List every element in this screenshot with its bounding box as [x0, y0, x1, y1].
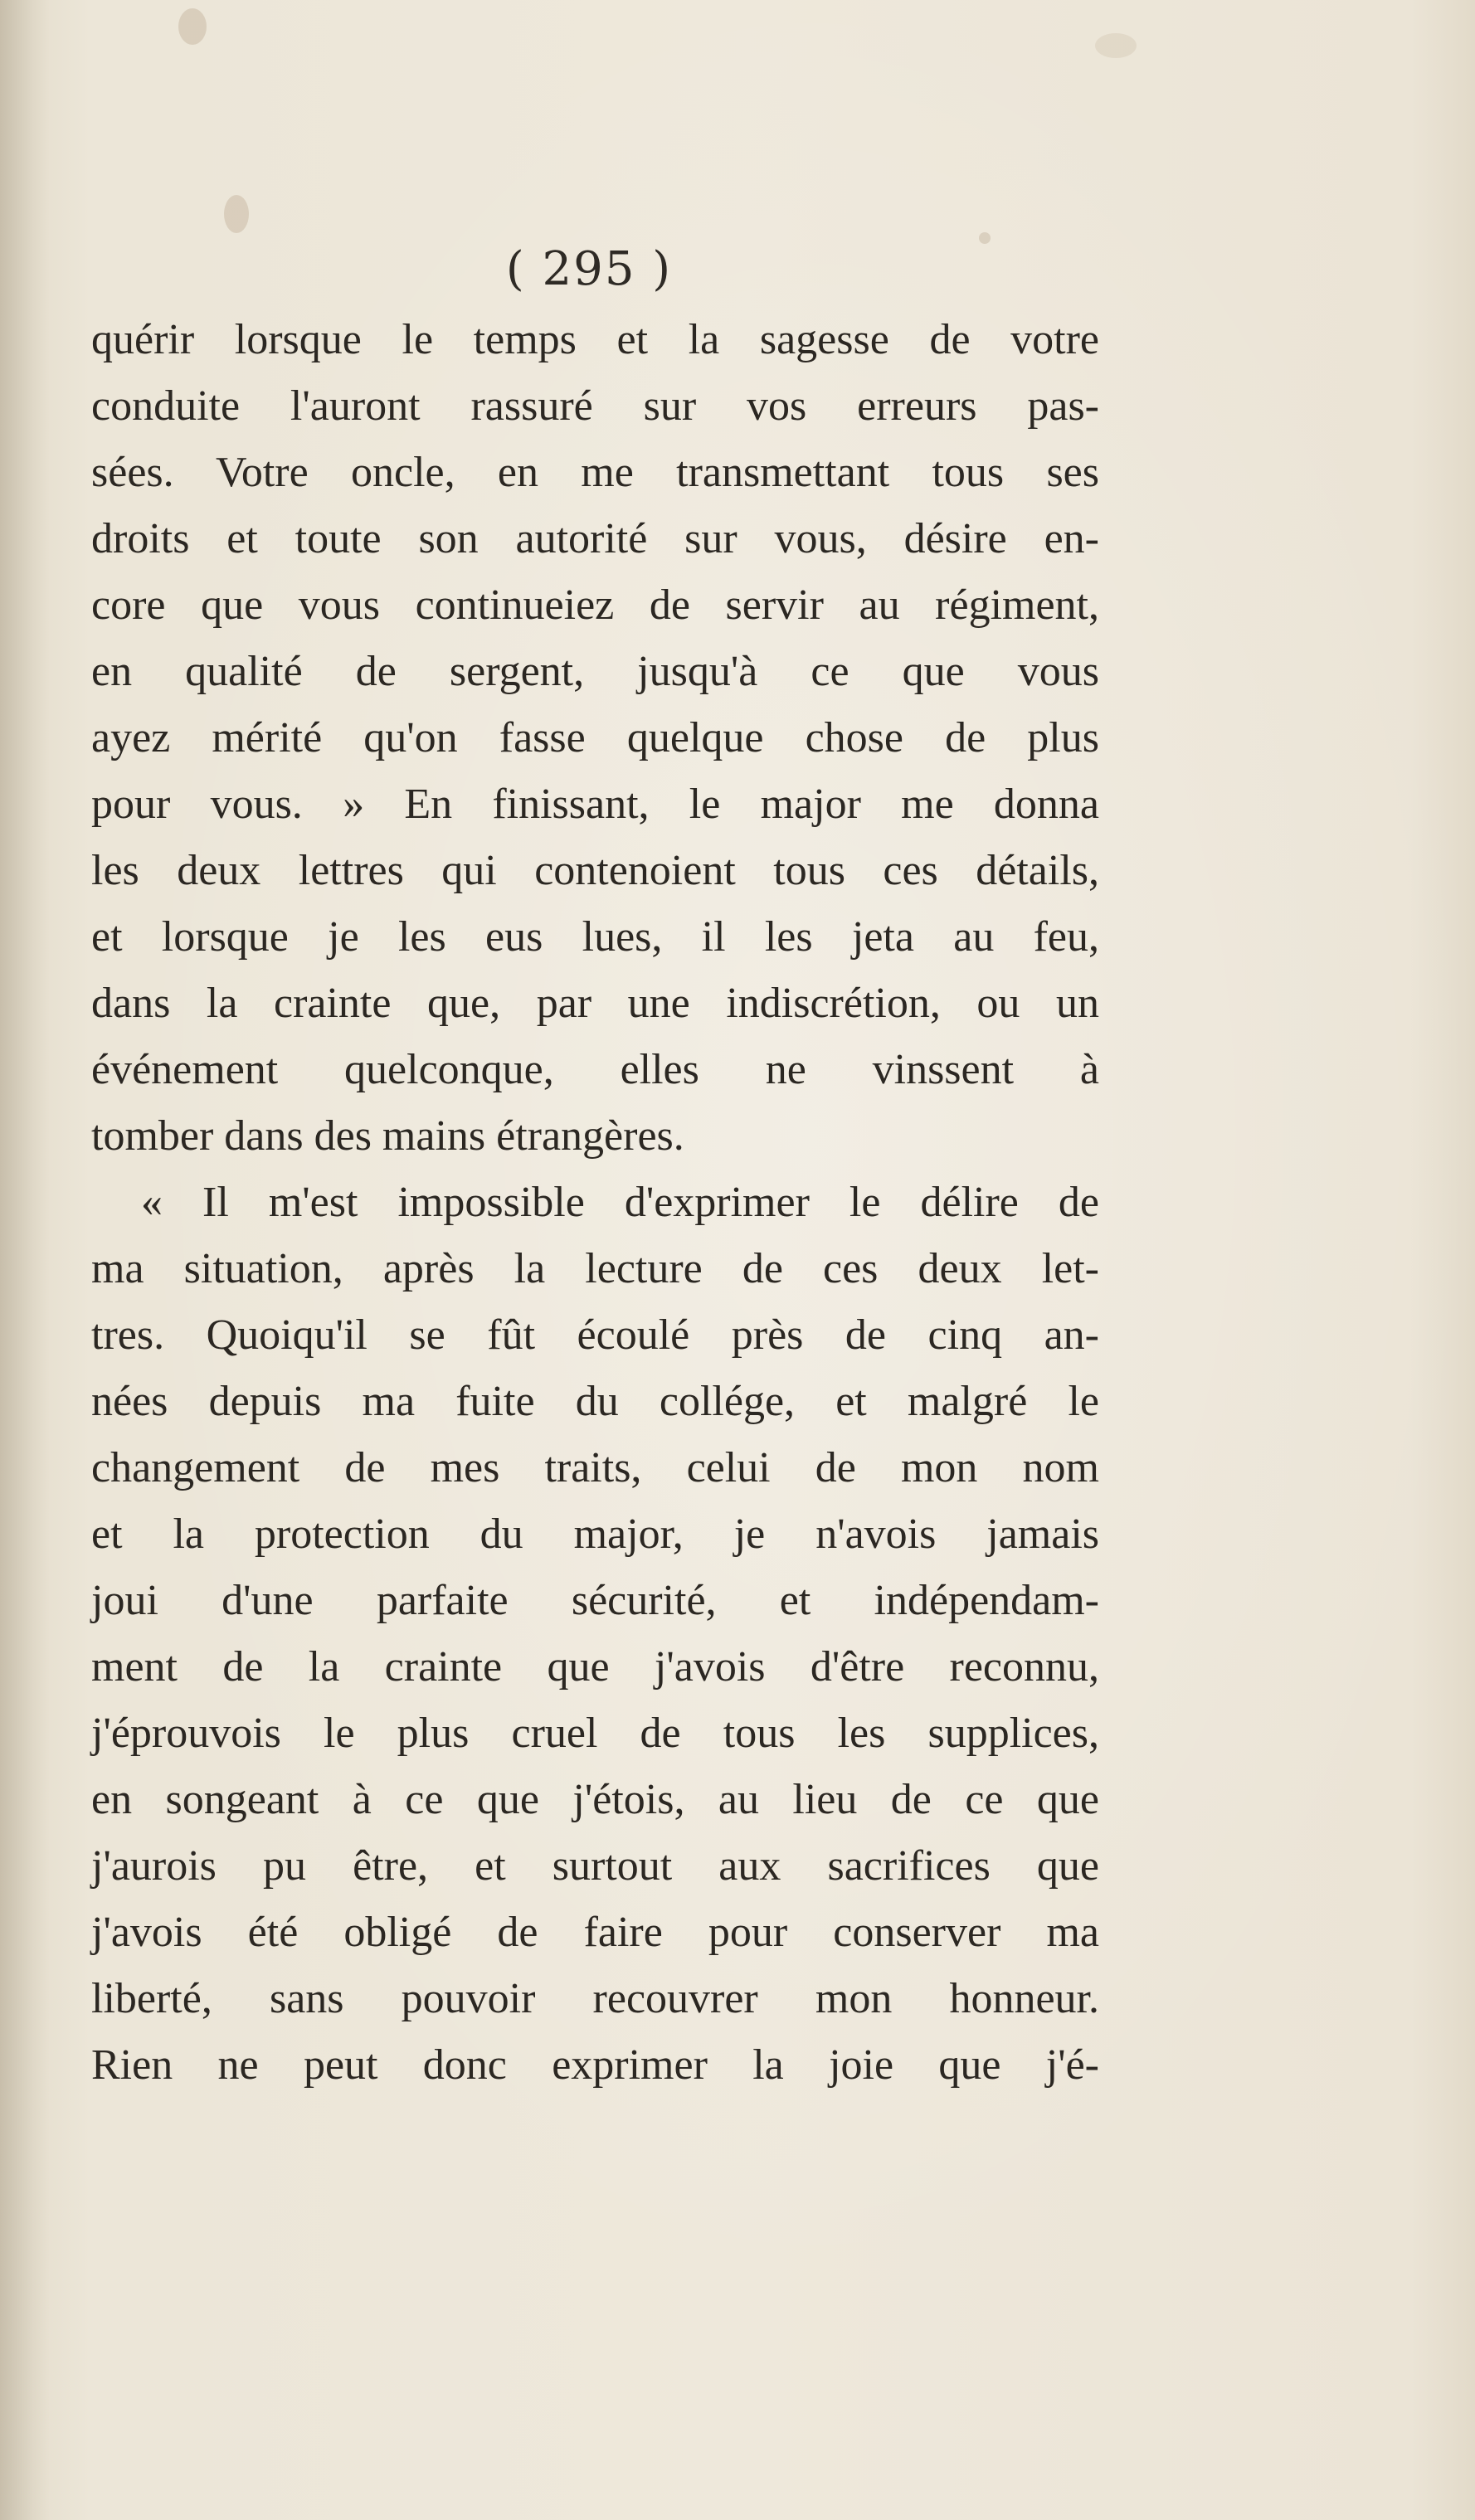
text-line: core que vous continueiez de servir au régiment, [91, 581, 1099, 629]
text-line: événement quelconque, elles ne vinssent à [91, 1046, 1099, 1093]
text-line: changement de mes traits, celui de mon nom [91, 1444, 1099, 1491]
text-line: ma situation, après la lecture de ces deux let- [91, 1245, 1099, 1292]
binding-shadow [0, 0, 50, 2520]
text-line: droits et toute son autorité sur vous, désire en- [91, 515, 1099, 562]
text-line: j'avois été obligé de faire pour conserver ma [91, 1909, 1099, 1956]
text-line: les deux lettres qui contenoient tous ces détails, [91, 847, 1099, 894]
text-line: ment de la crainte que j'avois d'être reconnu, [91, 1643, 1099, 1691]
foxing-spot [178, 8, 207, 45]
text-line: j'aurois pu être, et surtout aux sacrifices que [91, 1842, 1099, 1890]
text-line: ayez mérité qu'on fasse quelque chose de plus [91, 714, 1099, 761]
text-line: tres. Quoiqu'il se fût écoulé près de cinq an- [91, 1311, 1099, 1359]
text-line: conduite l'auront rassuré sur vos erreurs pas- [91, 382, 1099, 430]
foxing-spot [979, 232, 991, 244]
text-line: quérir lorsque le temps et la sagesse de votre [91, 316, 1099, 363]
text-line: j'éprouvois le plus cruel de tous les supplices, [91, 1710, 1099, 1757]
body-text [91, 307, 1099, 2099]
text-line: joui d'une parfaite sécurité, et indépendam- [91, 1577, 1099, 1624]
page-number: ( 295 ) [505, 242, 673, 296]
text-line: en songeant à ce que j'étois, au lieu de ce que [91, 1776, 1099, 1823]
text-line: nées depuis ma fuite du collége, et malgré le [91, 1378, 1099, 1425]
text-line: dans la crainte que, par une indiscrétion, ou un [91, 980, 1099, 1027]
text-line: sées. Votre oncle, en me transmettant tous ses [91, 449, 1099, 496]
text-line: en qualité de sergent, jusqu'à ce que vous [91, 648, 1099, 695]
text-line: tomber dans des mains étrangères. [91, 1112, 684, 1160]
text-line: et la protection du major, je n'avois jamais [91, 1511, 1099, 1558]
foxing-spot [224, 195, 249, 233]
text-line: pour vous. » En finissant, le major me donna [91, 781, 1099, 828]
text-line: liberté, sans pouvoir recouvrer mon honneur. [91, 1975, 1099, 2022]
text-line: Rien ne peut donc exprimer la joie que j'é- [91, 2041, 1099, 2089]
text-line: « Il m'est impossible d'exprimer le délire de [141, 1179, 1099, 1226]
text-line: et lorsque je les eus lues, il les jeta au feu, [91, 913, 1099, 961]
foxing-spot [1095, 33, 1137, 58]
